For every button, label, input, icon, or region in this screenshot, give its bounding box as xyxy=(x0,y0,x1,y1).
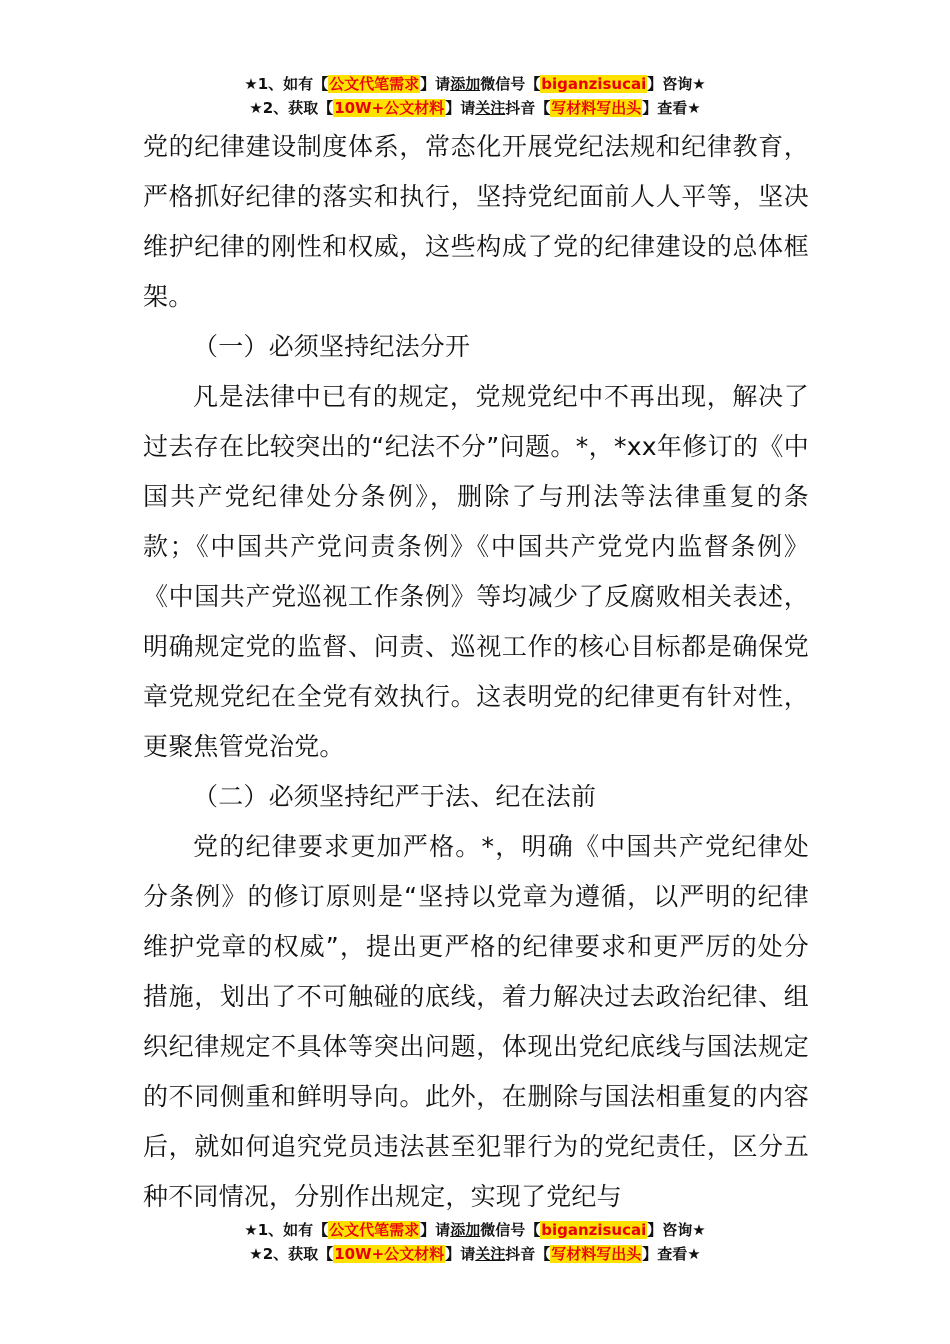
highlight-wechat-id: biganzisucai xyxy=(541,1221,647,1239)
paragraph: 凡是法律中已有的规定，党规党纪中不再出现，解决了过去存在比较突出的“纪法不分”问题。*，*xx年修订的《中国共产党纪律处分条例》，删除了与刑法等法律重复的条款；《中国共产党问责条例》《中国共产党党内监督条例》《中国共产党巡视工作条例》等均减少了反腐败相关表述，明确规定党的监督、问责、巡视工作的核心目标都是确保党章党规党纪在全党有效执行。这表明党的纪律更有针对性，更聚焦管党治党。 xyxy=(143,382,809,761)
banner-line-1: ★1、如有【公文代笔需求】请添加微信号【biganzisucai】咨询★ xyxy=(244,75,706,93)
paragraph: 党的纪律建设制度体系，常态化开展党纪法规和纪律教育，严格抓好纪律的落实和执行，坚持党纪面前人人平等，坚决维护纪律的刚性和权威，这些构成了党的纪律建设的总体框架。 xyxy=(143,132,809,311)
highlight-materials: 10W+公文材料 xyxy=(334,1245,445,1263)
banner-line-2: ★2、获取【10W+公文材料】请关注抖音【写材料写出头】查看★ xyxy=(249,99,701,117)
banner-line-1: ★1、如有【公文代笔需求】请添加微信号【biganzisucai】咨询★ xyxy=(244,1221,706,1239)
paragraph: 党的纪律要求更加严格。*，明确《中国共产党纪律处分条例》的修订原则是“坚持以党章为遵循，以严明的纪律维护党章的权威”，提出更严格的纪律要求和更严厉的处分措施，划出了不可触碰的底线，着力解决过去政治纪律、组织纪律规定不具体等突出问题，体现出党纪底线与国法规定的不同侧重和鲜明导向。此外，在删除与国法相重复的内容后，就如何追究党员违法甚至犯罪行为的党纪责任，区分五种不同情况，分别作出规定，实现了党纪与 xyxy=(143,832,809,1211)
highlight-douyin: 写材料写出头 xyxy=(551,1245,642,1263)
section-heading: （一）必须坚持纪法分开 xyxy=(193,332,471,361)
banner-line-2: ★2、获取【10W+公文材料】请关注抖音【写材料写出头】查看★ xyxy=(249,1245,701,1263)
header-banner xyxy=(0,72,950,120)
section-heading: （二）必须坚持纪严于法、纪在法前 xyxy=(193,782,597,811)
highlight-materials: 10W+公文材料 xyxy=(334,99,445,117)
highlight-douyin: 写材料写出头 xyxy=(551,99,642,117)
highlight-service: 公文代笔需求 xyxy=(329,1221,420,1239)
highlight-service: 公文代笔需求 xyxy=(329,75,420,93)
highlight-wechat-id: biganzisucai xyxy=(541,75,647,93)
footer-banner xyxy=(0,1218,950,1266)
document-body xyxy=(143,122,809,1222)
